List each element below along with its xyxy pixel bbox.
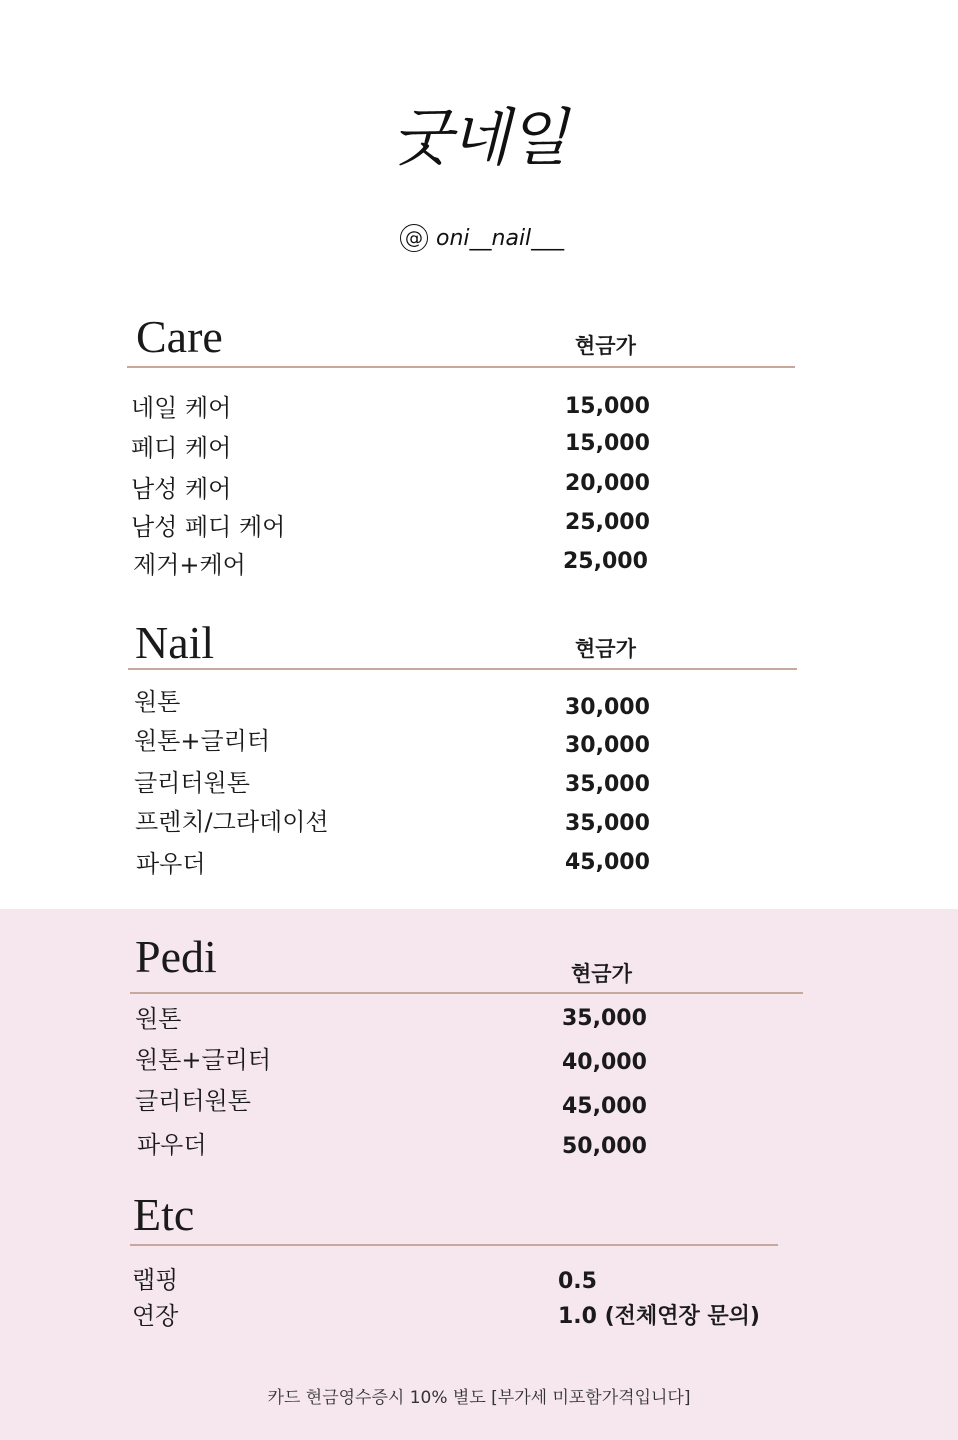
nail-item-price: 30,000 — [565, 695, 650, 720]
pedi-item-name: 글리터원톤 — [135, 1087, 251, 1115]
nail-price-header: 현금가 — [575, 637, 636, 661]
pedi-item-price: 50,000 — [562, 1134, 647, 1159]
pedi-item-price: 40,000 — [562, 1050, 647, 1075]
at-sign-icon: @ — [400, 224, 428, 252]
nail-item-price: 45,000 — [565, 850, 650, 875]
nail-item-name: 원톤+글리터 — [134, 727, 271, 755]
care-price-header: 현금가 — [575, 334, 636, 358]
instagram-handle — [400, 222, 564, 254]
care-item-name: 네일 케어 — [131, 394, 232, 422]
pedi-price-header: 현금가 — [571, 962, 632, 986]
care-item-name: 남성 페디 케어 — [131, 513, 286, 541]
care-item-price: 15,000 — [565, 394, 650, 419]
nail-item-name: 원톤 — [134, 688, 181, 716]
care-divider — [127, 366, 795, 368]
pedi-item-name: 파우더 — [137, 1131, 207, 1159]
etc-item-name: 연장 — [132, 1302, 179, 1330]
etc-item-price: 1.0 (전체연장 문의) — [558, 1304, 760, 1329]
nail-item-name: 글리터원톤 — [134, 769, 250, 797]
nail-divider — [128, 668, 797, 670]
care-item-name: 남성 케어 — [131, 475, 232, 503]
pedi-item-name: 원톤+글리터 — [135, 1046, 272, 1074]
nail-item-price: 35,000 — [565, 772, 650, 797]
nail-item-price: 30,000 — [565, 733, 650, 758]
pedi-item-price: 35,000 — [562, 1006, 647, 1031]
pedi-divider — [130, 992, 803, 994]
etc-item-name: 랩핑 — [132, 1266, 179, 1294]
brand-logo: 굿네일 — [392, 101, 566, 174]
care-item-name: 제거+케어 — [133, 551, 246, 579]
care-item-price: 15,000 — [565, 431, 650, 456]
pedi-item-name: 원톤 — [135, 1005, 182, 1033]
pedi-item-price: 45,000 — [562, 1094, 647, 1119]
care-item-price: 25,000 — [563, 549, 648, 574]
handle-text: oni__nail___ — [436, 225, 565, 251]
care-title: Care — [136, 311, 223, 362]
footer-note: 카드 현금영수증시 10% 별도 [부가세 미포함가격입니다] — [267, 1388, 691, 1408]
nail-item-name: 프렌치/그라데이션 — [135, 808, 329, 836]
pink-background — [0, 909, 958, 1440]
nail-item-price: 35,000 — [565, 811, 650, 836]
pedi-title: Pedi — [135, 931, 217, 982]
etc-title: Etc — [133, 1189, 195, 1240]
nail-title: Nail — [135, 617, 215, 668]
care-item-price: 20,000 — [565, 471, 650, 496]
care-item-price: 25,000 — [565, 510, 650, 535]
etc-item-price: 0.5 — [558, 1269, 597, 1294]
etc-divider — [130, 1244, 778, 1246]
care-item-name: 페디 케어 — [131, 434, 232, 462]
nail-item-name: 파우더 — [136, 850, 206, 878]
